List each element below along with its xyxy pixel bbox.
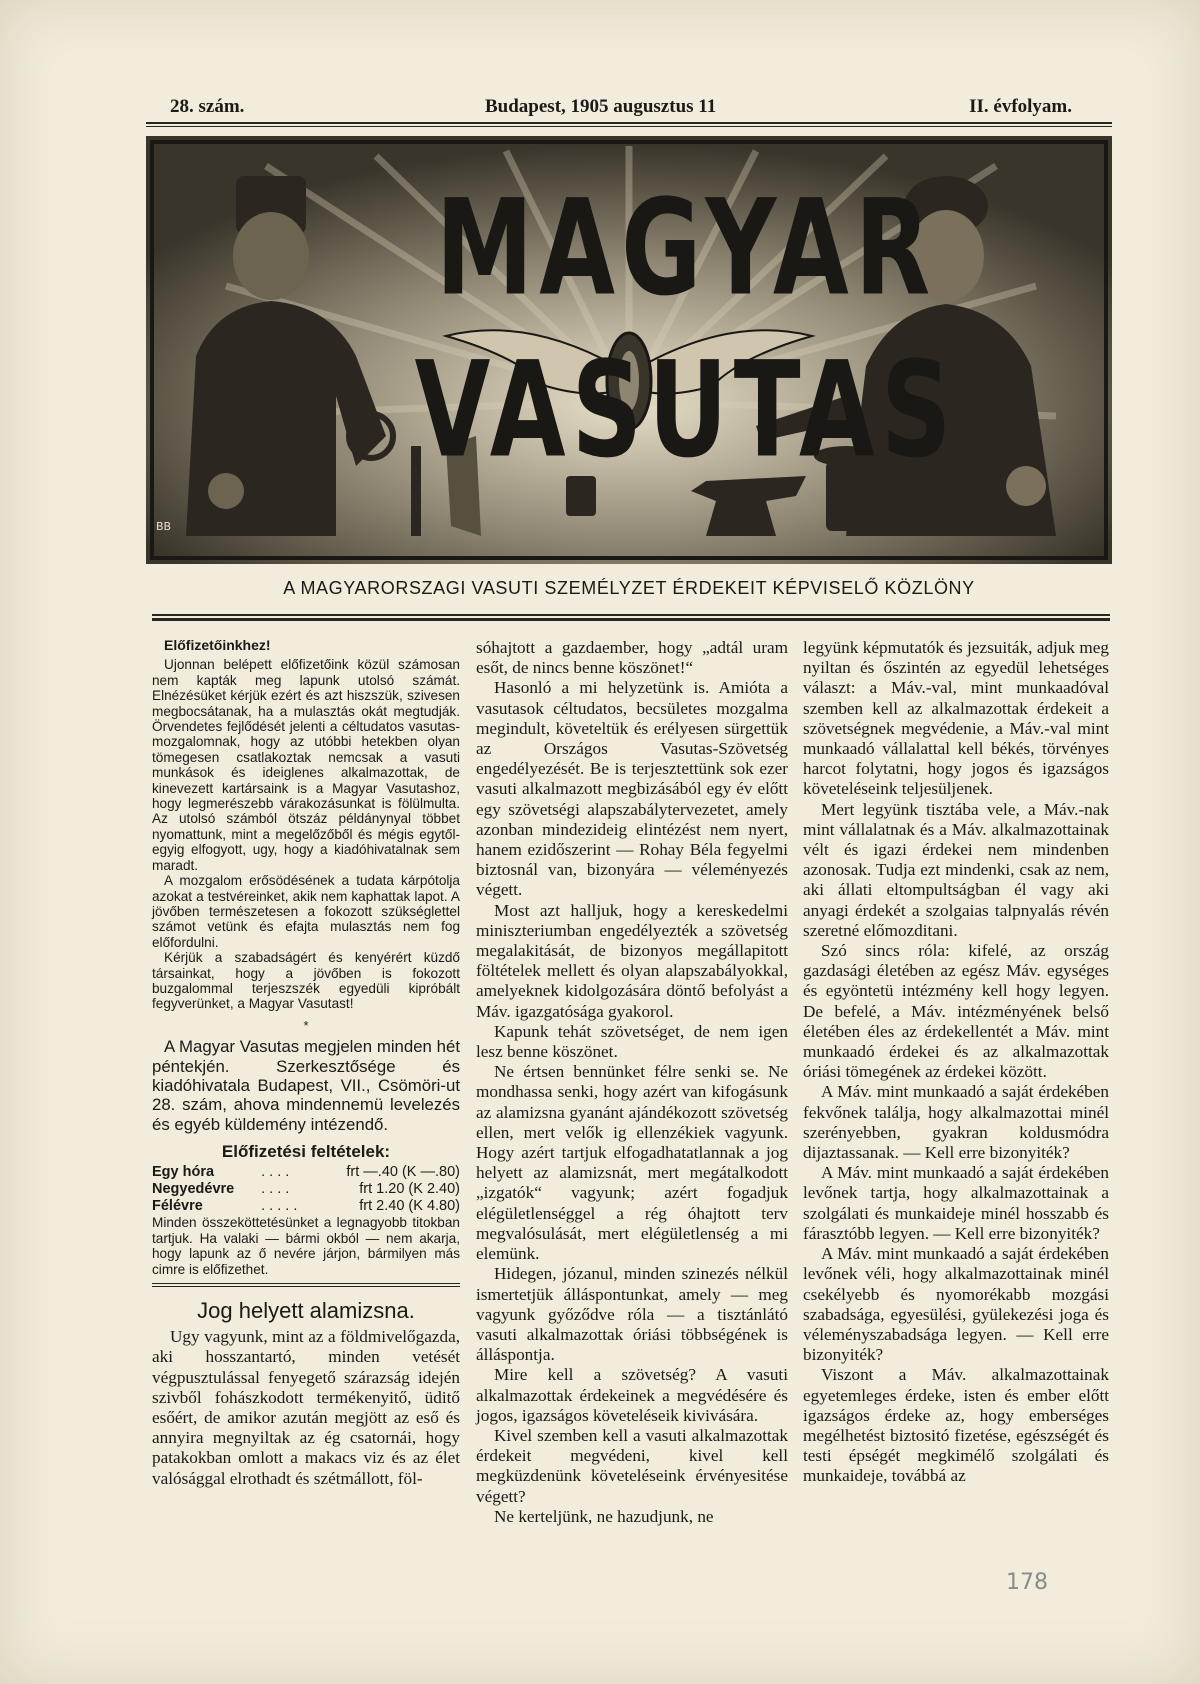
subscribers-paragraph: Kérjük a szabadságért és kenyérért küzdő társainkat, hogy a jövőben is fokozott buzgalommal terjeszszék egyedüli kipróbált fegyverünket, a Magyar Vasutast! — [152, 950, 460, 1012]
article-paragraph: Ne kerteljünk, ne hazudjunk, ne — [494, 1506, 714, 1526]
fee-price: frt —.40 (K —.80) — [346, 1164, 460, 1181]
subscription-fees-table — [152, 1164, 460, 1215]
article-paragraph: Ugy vagyunk, mint az a földmivelőgazda, aki hosszantartó, minden vetését végpusztulással fenyegető szárazság idején szivből fohászkodott termékenyitő, üditő esőért, de amikor azután megjött az eső és annyira megnyiltak az ég csatornái, hogy patakokban omlott a makacs viz és az élet valósággal elrothadt és szétmállott, föl- — [152, 1327, 460, 1488]
subscribers-paragraph: A mozgalom erősödésének a tudata kárpótolja azokat a testvéreinket, akik nem kaphattak lapot. A jövőben természetesen a fokozott szükséglettel számot vetünk és efajta mulasztás nem fog előfordulni. — [152, 873, 460, 950]
article-paragraph: Ne értsen bennünket félre senki se. Ne mondhassa senki, hogy azért van kifogásunk az alamizsna gyanánt ajándékozott szövetség ellen, mert velők ig ellenzékiek vagyunk. Hogy azért tartjuk elfogadhatatlannak a jog helyett az alamizsnát, mert megátalkodott „izgatók“ vagyunk; azért fogadjuk elégületlenséggel a rég óhajtott terv megvalósulását, mert elégületlenség a mi elemünk. — [476, 1062, 788, 1264]
masthead-rule-thin — [146, 126, 1112, 127]
publication-notice — [152, 1037, 460, 1134]
article-paragraph: Most azt halljuk, hogy a kereskedelmi miniszteriumban engedélyezték a szövetség megalakitását, de bizonyos megállapitott föltételek mellett és olyan alapszabályokkal, amelyeknek kidolgozására döntő befolyást a Máv. igazgatósága gyakorol. — [476, 900, 788, 1021]
issue-number: 28. szám. — [170, 96, 245, 117]
fee-row — [152, 1181, 460, 1198]
fee-dots: . . . . — [261, 1181, 290, 1198]
fee-price: frt 1.20 (K 2.40) — [359, 1181, 460, 1198]
article-paragraph: sóhajtott a gazdaember, hogy „adtál uram esőt, de nincs benne köszönet!“ — [476, 638, 788, 678]
article-paragraph: A Máv. mint munkaadó a saját érdekében fekvőnek találja, hogy alkalmazottai minél szerényebben, gyakran koldusmódra dijaztassanak. — Kell erre bizonyiték? — [803, 1082, 1109, 1163]
fee-row — [152, 1164, 460, 1181]
article-paragraph: Szó sincs róla: kifelé, az ország gazdasági életében az egész Máv. egységes és egyöntetü intézmény kell hogy legyen. De befelé, a Máv. intézményének belső életében éles az érdekellentét a Máv. mint munkaadó érdekei és az alkalmazottak óriási tömegének az érdekei között. — [803, 941, 1109, 1082]
article-paragraph: A Máv. mint munkaadó a saját érdekében levőnek véli, hogy alkalmazottainak minél csekélyebb és nyomorékabb mozgási szabadsága, egyesülési, gyülekezési joga és véleményszabadsága legyen. — Kell erre bizonyiték? — [803, 1244, 1109, 1365]
publication-notice-text: A Magyar Vasutas megjelen minden hét péntekjén. Szerkesztősége és kiadóhivatala Budapest, VII., Csömöri-ut 28. szám, ahova mindennemü levelezés és egyéb küldemény intézendő. — [152, 1037, 460, 1134]
subscription-fees-title: Előfizetési feltételek: — [221, 1142, 391, 1162]
column-2 — [476, 638, 788, 1527]
section-star: * — [303, 1017, 309, 1033]
article-paragraph: Kivel szemben kell a vasuti alkalmazottak érdekeit megvédeni, kivel kell megküzdenünk követeléseink érvényesitése végett? — [476, 1425, 788, 1506]
newspaper-subtitle: A MAGYARORSZAGI VASUTI SZEMÉLYZET ÉRDEKEIT KÉPVISELŐ KÖZLÖNY — [283, 578, 975, 598]
column-1 — [152, 638, 460, 1489]
masthead — [160, 92, 1080, 122]
article-column-1 — [152, 1327, 460, 1489]
subscribers-paragraph: Ujonnan belépett előfizetőink közül számosan nem kapták meg lapunk utolsó számát. Elnézésüket kérjük ezért és azt hiszszük, szivesen megbocsátanak, ha a mulasztás okát megtudják. Örvendetes fejlődését jelenti a céltudatos vasutas-mozgalomnak, hogy az utóbbi hetekben olyan tömegesen csatlakoztak nemcsak a vasuti munkások és ideiglenes alkalmazottak, de kinevezett kartársaink is a Magyar Vasutashoz, hogy legmerészebb várakozásunkat is fölülmulta. Az utolsó számból ötszáz példánynyal többet nyomattunk, mint a megelőzőből és mégis egytől-egyig elfogyott, ugy, hogy a kiadóhivatalnak sem maradt. — [152, 657, 460, 873]
column-3 — [803, 638, 1109, 1487]
artist-monogram: BB — [156, 520, 172, 533]
fee-period: Egy hóra — [152, 1164, 215, 1181]
article-paragraph: Hidegen, józanul, minden szinezés nélkül ismertetjük álláspontunkat, amely — meg vagyunk győződve róla — a tisztánlátó vasuti alkalmazottak óriási többségének is álláspontja. — [476, 1264, 788, 1365]
fee-period: Negyedévre — [152, 1181, 235, 1198]
fee-period: Félévre — [152, 1198, 203, 1215]
article-paragraph: Viszont a Máv. alkalmazottainak egyetemleges érdeke, isten és ember előtt igazságos érdeke az, hogy emberséges megélhetést biztositó fizetése, egészségét és testi épségét megkimélő szolgálati és munkaideje, továbbá az — [803, 1365, 1109, 1486]
fee-price: frt 2.40 (K 4.80) — [359, 1198, 460, 1215]
fee-dots: . . . . — [261, 1164, 290, 1181]
article-paragraph: legyünk képmutatók és jezsuiták, adjuk meg nyiltan és őszintén az egyedül lehetséges választ: a Máv.-val, mint munkaadóval szemben kell az alkalmazottak érdekeit a szövetségnek megvédenie, a Máv.-val mint munkaadó vállalattal kell békés, törvényes harcot folytatni, hogy jogos és igazságos követeléseink teljesüljenek. — [803, 638, 1109, 799]
subscribers-heading: Előfizetőinkhez! — [164, 637, 271, 653]
banner-title: MAGYAR VASUTAS — [414, 172, 958, 488]
article-paragraph: Mire kell a szövetség? A vasuti alkalmazottak érdekeinek a megvédésére és jogos, igazságos követeléseik kivivására. — [476, 1365, 788, 1425]
handwritten-page-number: 178 — [1006, 1570, 1048, 1595]
subscribers-notice — [152, 638, 460, 1033]
fee-row — [152, 1198, 460, 1215]
article-paragraph: Mert legyünk tisztába vele, a Máv.-nak mint vállalatnak és a Máv. alkalmazottainak vélt és igazi érdekei nem mindenben azonosak. Tudja ezt mindenki, csak az nem, aki állati eltompultságban él vagy aki anyagi érdekét a szolgaias talpnyalás révén szeretné előmozditani. — [803, 799, 1109, 940]
masthead-rule — [146, 122, 1112, 124]
title-banner-illustration — [146, 136, 1112, 564]
article-title: Jog helyett alamizsna. — [197, 1298, 415, 1324]
fee-dots: . . . . . — [261, 1198, 298, 1215]
section-divider — [152, 1283, 460, 1287]
fees-note: Minden összeköttetésünket a legnagyobb titokban tartjuk. Ha valaki — bármi okból — nem akarja, hogy lapunk az ő nevére járjon, bármilyen más cimre is előfizethet. — [152, 1215, 460, 1277]
article-paragraph: A Máv. mint munkaadó a saját érdekében levőnek tartja, hogy alkalmazottainak a szolgálati és munkaideje minél hosszabb és fárasztóbb legyen. — Kell erre bizonyiték? — [803, 1163, 1109, 1243]
header-rule-thick — [152, 618, 1110, 621]
article-paragraph: Kapunk tehát szövetséget, de nem igen lesz benne köszönet. — [476, 1021, 788, 1062]
place-date: Budapest, 1905 augusztus 11 — [485, 96, 717, 117]
header-rule — [152, 614, 1110, 616]
article-paragraph: Hasonló a mi helyzetünk is. Amióta a vasutasok céltudatos, becsületes mozgalma megindult, követeltük és erélyesen sürgettük az Országos Vasutas-Szövetség engedélyezését. Be is terjesztettünk sok ezer vasuti alkalmazott megbizásából egy év előtt egy szövetségi alapszabálytervezetet, amely azonban mindezideig elintézést nem nyert, hanem ezidőszerint — Rohay Béla fegyelmi biztosnál van, bizonyára — véleményezés végett. — [476, 678, 788, 900]
volume: II. évfolyam. — [969, 96, 1072, 117]
